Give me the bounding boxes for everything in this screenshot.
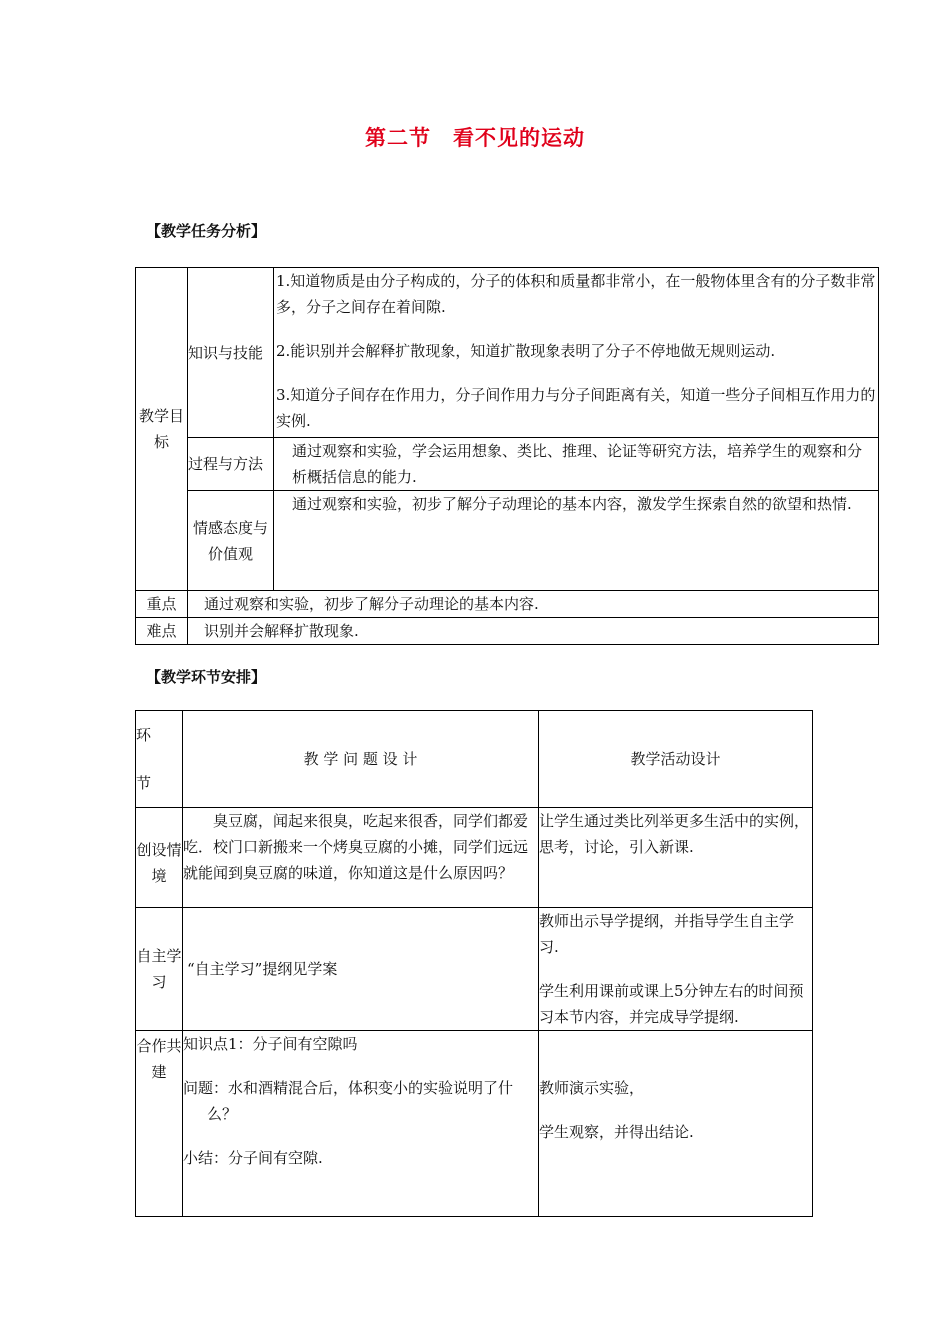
key-point-text: 通过观察和实验，初步了解分子动理论的基本内容.	[188, 591, 879, 618]
knowledge-item: 2.能识别并会解释扩散现象，知道扩散现象表明了分子不停地做无规则运动.	[276, 342, 776, 360]
activity-cell	[539, 908, 813, 1031]
difficult-point-text: 识别并会解释扩散现象.	[188, 618, 879, 645]
summary-text: 小结：分子间有空隙.	[183, 1149, 323, 1167]
process-text: 通过观察和实验，学会运用想象、类比、推理、论证等研究方法，培养学生的观察和分析概括信息的能力.	[274, 438, 879, 491]
knowledge-item: 1.知道物质是由分子构成的，分子的体积和质量都非常小，在一般物体里含有的分子数非常多，分子之间存在着间隙.	[276, 272, 876, 316]
question-text: “自主学习”提纲见学案	[183, 908, 539, 1031]
header-activity: 教学活动设计	[539, 711, 813, 808]
process-label: 过程与方法	[188, 438, 274, 491]
teaching-goals-table	[135, 267, 879, 645]
header-question: 教 学 问 题 设 计	[183, 711, 539, 808]
activity-cell	[539, 1031, 813, 1217]
stage-label: 自主学习	[136, 908, 183, 1031]
section-heading-task-analysis: 【教学任务分析】	[146, 222, 267, 240]
header-stage: 环节	[136, 711, 183, 808]
activity-text: 让学生通过类比列举更多生活中的实例，思考，讨论，引入新课.	[539, 808, 813, 908]
attitude-label: 情感态度与价值观	[188, 491, 274, 591]
activity-text: 学生观察，并得出结论.	[539, 1123, 694, 1141]
activity-text: 学生利用课前或课上5分钟左右的时间预习本节内容，并完成导学提纲.	[539, 982, 804, 1026]
question-cell	[183, 1031, 539, 1217]
question-text: 问题：水和酒精混合后，体积变小的实验说明了什么？	[183, 1079, 514, 1123]
stage-label: 创设情境	[136, 808, 183, 908]
knowledge-label: 知识与技能	[188, 268, 274, 438]
goals-row-label: 教学目标	[136, 268, 188, 591]
section-heading-plan: 【教学环节安排】	[146, 668, 267, 686]
activity-text: 教师出示导学提纲，并指导学生自主学习.	[539, 912, 795, 956]
knowledge-point: 知识点1：分子间有空隙吗	[183, 1035, 358, 1053]
page-title: 第二节 看不见的运动	[365, 126, 585, 150]
knowledge-content	[274, 268, 879, 438]
difficult-point-label: 难点	[136, 618, 188, 645]
knowledge-item: 3.知道分子间存在作用力，分子间作用力与分子间距离有关，知道一些分子间相互作用力的实例.	[276, 386, 876, 430]
stage-label: 合作共建	[136, 1031, 183, 1217]
teaching-plan-table	[135, 710, 813, 1217]
key-point-label: 重点	[136, 591, 188, 618]
attitude-text: 通过观察和实验，初步了解分子动理论的基本内容，激发学生探索自然的欲望和热情.	[274, 491, 879, 591]
activity-text: 教师演示实验，	[539, 1079, 645, 1097]
question-text: 臭豆腐，闻起来很臭，吃起来很香，同学们都爱吃．校门口新搬来一个烤臭豆腐的小摊，同学们远远就能闻到臭豆腐的味道，你知道这是什么原因吗？	[183, 808, 539, 908]
